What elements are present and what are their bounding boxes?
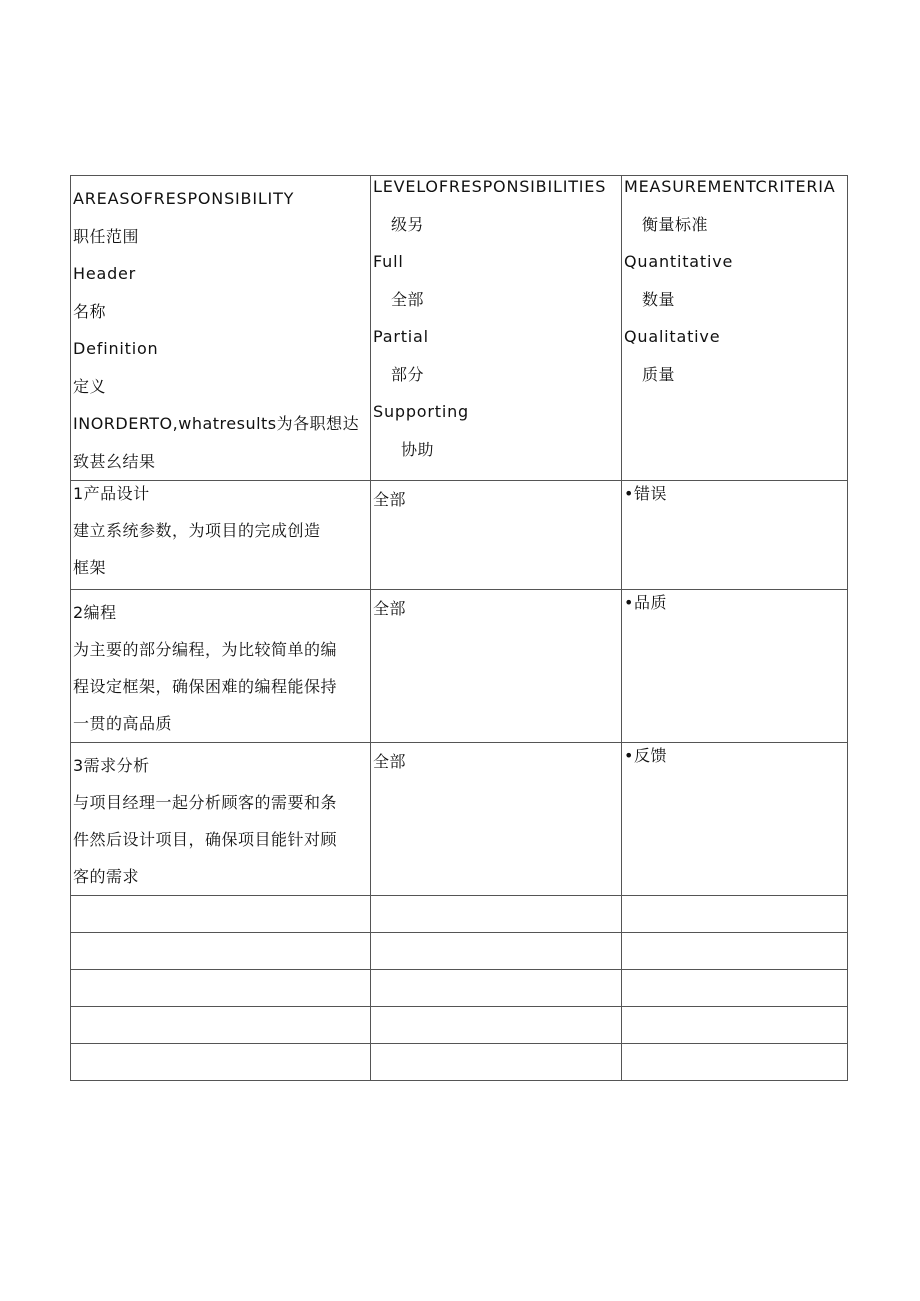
empty-cell: [371, 1007, 622, 1044]
table-row: [71, 590, 848, 743]
criteria-title: MEASUREMENTCRITERIA: [624, 177, 836, 196]
header-label-zh: 名称: [73, 301, 107, 321]
level-full-zh: 全部: [391, 289, 425, 309]
empty-row: [71, 1007, 848, 1044]
area-text-line: 为主要的部分编程，为比较简单的编: [73, 640, 338, 659]
level-title: LEVELOFRESPONSIBILITIES: [373, 177, 607, 196]
area-text-line: 与项目经理一起分析顾客的需要和条: [73, 793, 338, 812]
criteria-text: •错误: [624, 484, 667, 503]
level-partial-zh: 部分: [391, 364, 425, 384]
header-label-en: Header: [73, 264, 137, 283]
empty-cell: [371, 896, 622, 933]
empty-cell: [71, 1007, 371, 1044]
area-cell: [71, 481, 371, 590]
area-title: 2编程: [73, 603, 117, 622]
empty-cell: [622, 1044, 848, 1081]
area-text-line: 框架: [73, 558, 107, 577]
criteria-quantitative-en: Quantitative: [624, 252, 734, 271]
level-supporting-en: Supporting: [373, 402, 469, 421]
empty-cell: [371, 933, 622, 970]
header-cell-criteria: [622, 176, 848, 481]
level-supporting-zh: 协助: [401, 439, 435, 459]
area-title: 3需求分析: [73, 756, 150, 775]
criteria-text: •反馈: [624, 746, 667, 765]
level-partial-en: Partial: [373, 327, 429, 346]
definition-label-en: Definition: [73, 339, 159, 358]
criteria-cell: [622, 481, 848, 590]
empty-cell: [622, 1007, 848, 1044]
responsibility-table: [70, 175, 848, 1081]
empty-cell: [622, 970, 848, 1007]
header-cell-areas: [71, 176, 371, 481]
empty-row: [71, 970, 848, 1007]
areas-title-zh: 职任范围: [73, 226, 140, 246]
empty-cell: [622, 896, 848, 933]
empty-cell: [71, 896, 371, 933]
criteria-qualitative-zh: 质量: [642, 364, 676, 384]
area-text-line: 客的需求: [73, 867, 140, 886]
area-text-line: 程设定框架，确保困难的编程能保持: [73, 677, 338, 696]
area-cell: [71, 590, 371, 743]
empty-cell: [371, 1044, 622, 1081]
empty-cell: [71, 1044, 371, 1081]
empty-cell: [371, 970, 622, 1007]
empty-row: [71, 1044, 848, 1081]
definition-label-zh: 定义: [73, 376, 107, 396]
criteria-cell: [622, 590, 848, 743]
table-row: [71, 481, 848, 590]
empty-cell: [71, 970, 371, 1007]
level-title-zh: 级另: [391, 214, 425, 234]
empty-cell: [622, 933, 848, 970]
purpose-line-2: 致甚幺结果: [73, 451, 156, 471]
empty-row: [71, 933, 848, 970]
table-header-row: [71, 176, 848, 481]
area-title: 1产品设计: [73, 484, 150, 503]
areas-title: AREASOFRESPONSIBILITY: [73, 189, 295, 208]
criteria-quantitative-zh: 数量: [642, 289, 676, 309]
area-cell: [71, 743, 371, 896]
criteria-title-zh: 衡量标准: [642, 214, 709, 234]
area-text-line: 建立系统参数，为项目的完成创造: [73, 521, 321, 540]
criteria-text: •品质: [624, 593, 667, 612]
table-row: [71, 743, 848, 896]
area-text-line: 一贯的高品质: [73, 714, 173, 733]
level-cell: 全部: [371, 590, 622, 743]
criteria-qualitative-en: Qualitative: [624, 327, 721, 346]
level-cell: 全部: [371, 743, 622, 896]
header-cell-level: [371, 176, 622, 481]
area-text-line: 件然后设计项目，确保项目能针对顾: [73, 830, 338, 849]
level-cell: 全部: [371, 481, 622, 590]
empty-row: [71, 896, 848, 933]
empty-cell: [71, 933, 371, 970]
criteria-cell: [622, 743, 848, 896]
level-full-en: Full: [373, 252, 404, 271]
purpose-line-1: INORDERTO,whatresults为各职想达: [73, 414, 360, 433]
